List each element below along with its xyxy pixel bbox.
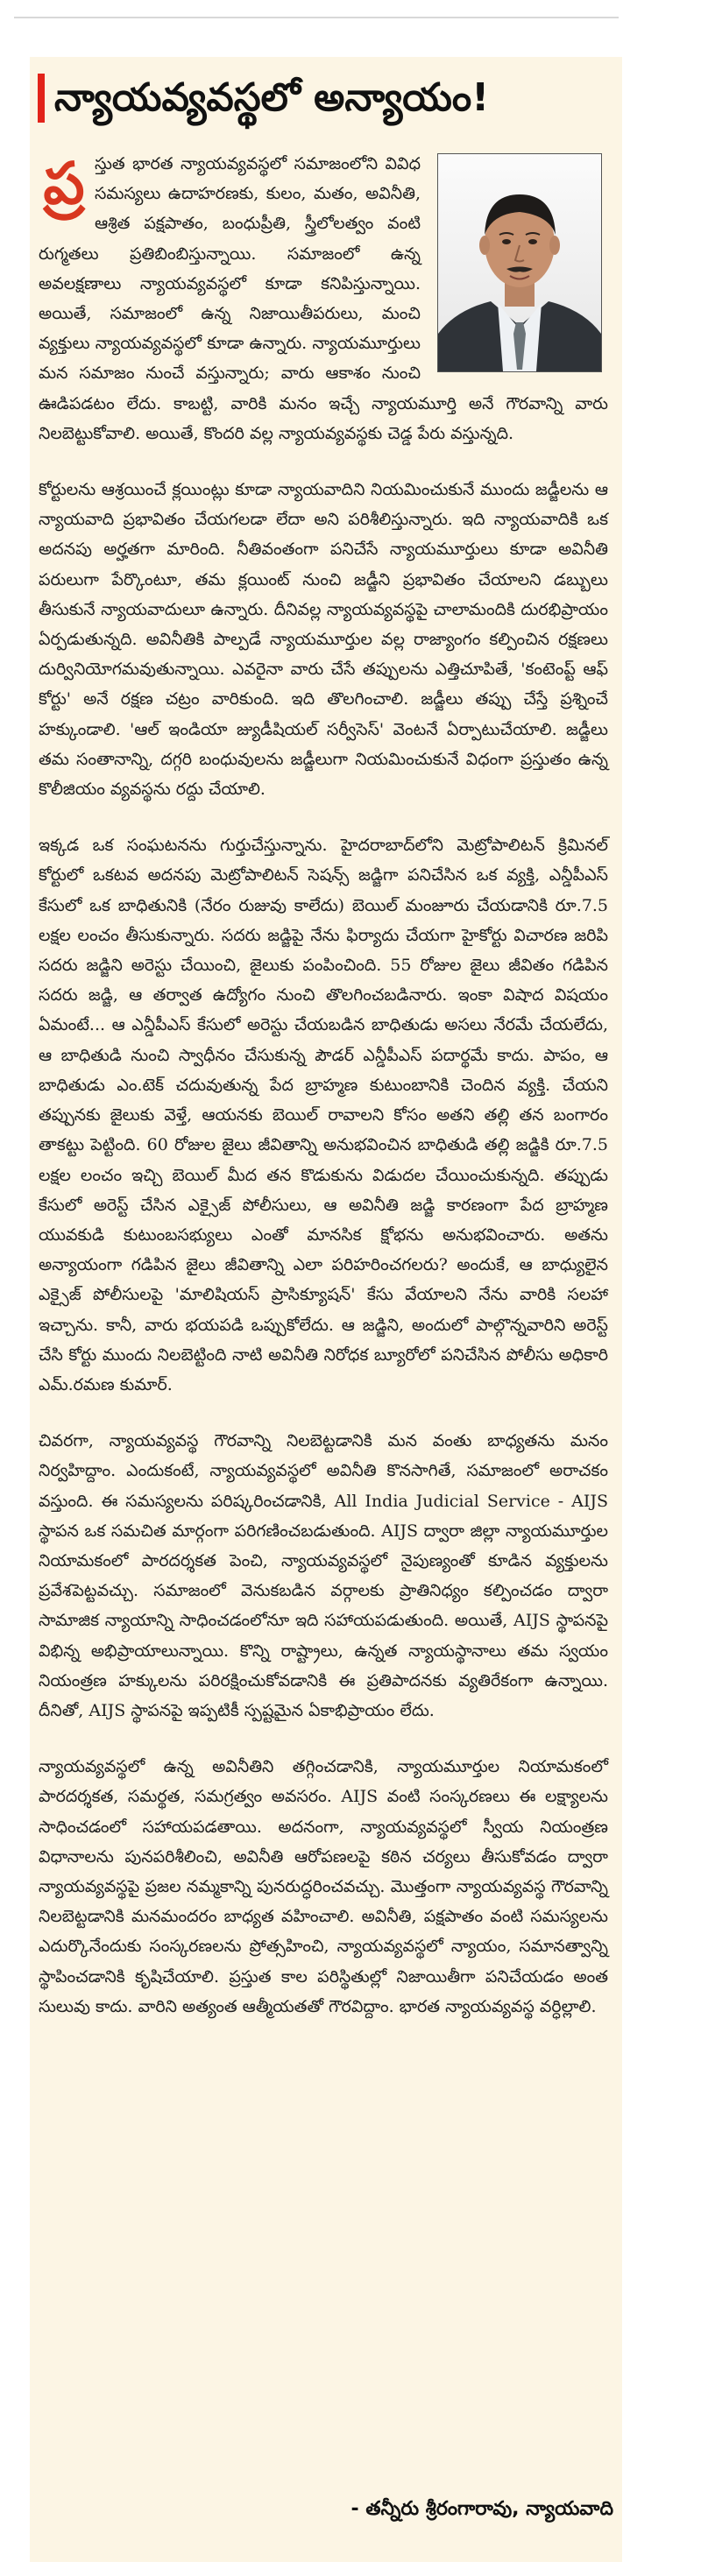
paragraph-1-text: స్తుత భారత న్యాయవ్యవస్థలో సమాజంలోని వివిధ సమస్యలు ఉదాహరణకు, కులం, మతం, అవినీతి, ఆశ్రిత పక్షపాతం, బంధుప్రీతి, స్త్రీలోలత్వం వంటి రుగ్మతలు ప్రతిబింబిస్తున్నాయి. సమాజంలో ఉన్న అవలక్షణాలు న్యాయవ్యవస్థలో కూడా కనిపిస్తున్నాయి. అయితే, సమాజంలో ఉన్న నిజాయితీపరులు, మంచి వ్యక్తులు న్యాయవ్యవస్థలో కూడా ఉన్నారు. న్యాయమూర్తులు మన సమాజం నుంచే వస్తున్నారు; వారు ఆకాశం నుంచి ఊడిపడటం లేదు. కాబట్టి, వారికి మనం ఇచ్చే న్యాయమూర్తి అనే గౌరవాన్ని వారు నిలబెట్టుకోవాలి. అయితే, కొందరి వల్ల న్యాయవ్యవస్థకు చెడ్డ పేరు వస్తున్నది. [39,154,608,443]
title-accent-bar [38,74,45,123]
article-paragraph-4: చివరగా, న్యాయవ్యవస్థ గౌరవాన్ని నిలబెట్టడానికి మన వంతు బాధ్యతను మనం నిర్వహిద్దాం. ఎందుకంటే, న్యాయవ్యవస్థలో అవినీతి కొనసాగితే, సమాజంలో అరాచకం వస్తుంది. ఈ సమస్యలను పరిష్కరించడానికి, All India Judicial Service - AIJS స్థాపన ఒక సమచిత మార్గంగా పరిగణించబడుతుంది. AIJS ద్వారా జిల్లా న్యాయమూర్తుల నియామకంలో పారదర్శకత పెంచి, న్యాయవ్యవస్థలో నైపుణ్యంతో కూడిన వ్యక్తులను ప్రవేశపెట్టవచ్చు. సమాజంలో వెనుకబడిన వర్గాలకు ప్రాతినిధ్యం కల్పించడం ద్వారా సామాజిక న్యాయాన్ని సాధించడంలోనూ ఇది సహాయపడుతుంది. అయితే, AIJS స్థాపనపై విభిన్న అభిప్రాయాలున్నాయి. కొన్ని రాష్ట్రాలు, ఉన్నత న్యాయస్థానాలు తమ స్వయం నియంత్రణ హక్కులను పరిరక్షించుకోవడానికి ఈ ప్రతిపాదనకు వ్యతిరేకంగా ఉన్నాయి. దీనితో, AIJS స్థాపనపై ఇప్పటికీ స్పష్టమైన ఏకాభిప్రాయం లేదు. [39,1431,608,1720]
article-paragraph-2: కోర్టులను ఆశ్రయించే క్లయింట్లు కూడా న్యాయవాదిని నియమించుకునే ముందు జడ్జీలను ఆ న్యాయవాది ప్రభావితం చేయగలడా లేదా అని పరిశీలిస్తున్నారు. ఇది న్యాయవాదికి ఒక అదనపు అర్హతగా మారింది. నీతివంతంగా పనిచేసే న్యాయమూర్తులు కూడా అవినీతి పరులుగా పేర్కొంటూ, తమ క్లయింట్ నుంచి జడ్జీని ప్రభావితం చేయాలని డబ్బులు తీసుకునే న్యాయవాదులూ ఉన్నారు. దీనివల్ల న్యాయవ్యవస్థపై చాలామందికి దురభిప్రాయం ఏర్పడుతున్నది. అవినీతికి పాల్పడే న్యాయమూర్తుల వల్ల రాజ్యాంగం కల్పించిన రక్షణలు దుర్వినియోగమవుతున్నాయి. ఎవరైనా వారు చేసే తప్పులను ఎత్తిచూపితే, 'కంటెంప్ట్ ఆఫ్ కోర్టు' అనే రక్షణ చట్రం వారికుంది. ఇది తొలగించాలి. జడ్జీలు తప్పు చేస్తే ప్రశ్నించే హక్కుండాలి. 'ఆల్ ఇండియా జ్యుడీషియల్ సర్వీసెస్' వెంటనే ఏర్పాటుచేయాలి. జడ్జీలు తమ సంతానాన్ని, దగ్గరి బంధువులను జడ్జీలుగా నియమించుకునే విధంగా ప్రస్తుతం ఉన్న కొలీజియం వ్యవస్థను రద్దు చేయాలి. [39,480,608,800]
article-title: న్యాయవ్యవస్థలో అన్యాయం! [54,75,490,120]
author-signature: - తన్నీరు శ్రీరంగారావు, న్యాయవాది [350,2498,613,2520]
drop-cap: ప్ర [43,149,85,217]
page-top-rule [14,17,619,18]
photo-spacer [433,149,608,378]
article-body [39,149,608,2048]
article-paragraph-3: ఇక్కడ ఒక సంఘటనను గుర్తుచేస్తున్నాను. హైదరాబాద్‌లోని మెట్రోపాలిటన్ క్రిమినల్ కోర్టులో ఒకటవ అదనపు మెట్రోపాలిటన్ సెషన్స్ జడ్జిగా పనిచేసిన ఒక వ్యక్తి, ఎన్డీపీఎస్ కేసులో ఒక బాధితునికి (నేరం రుజువు కాలేదు) బెయిల్ మంజూరు చేయడానికి రూ.7.5 లక్షల లంచం తీసుకున్నారు. సదరు జడ్జిపై నేను ఫిర్యాదు చేయగా హైకోర్టు విచారణ జరిపి సదరు జడ్జిని అరెస్టు చేయించి, జైలుకు పంపించింది. 55 రోజుల జైలు జీవితం గడిపిన సదరు జడ్జి, ఆ తర్వాత ఉద్యోగం నుంచి తొలగించబడినారు. ఇంకా విషాద విషయం ఏమంటే... ఆ ఎన్డీపీఎస్ కేసులో అరెస్టు చేయబడిన బాధితుడు అసలు నేరమే చేయలేదు, ఆ బాధితుడి నుంచి స్వాధీనం చేసుకున్న పౌడర్ ఎన్డీపీఎస్ పదార్థమే కాదు. పాపం, ఆ బాధితుడు ఎం.టెక్ చదువుతున్న పేద బ్రాహ్మణ కుటుంబానికి చెందిన వ్యక్తి. చేయని తప్పునకు జైలుకు వెళ్తే, ఆయనకు బెయిల్ రావాలని కోసం అతని తల్లి తన బంగారం తాకట్టు పెట్టింది. 60 రోజుల జైలు జీవితాన్ని అనుభవించిన బాధితుడి తల్లి జడ్జికి రూ.7.5 లక్షల లంచం ఇచ్చి బెయిల్ మీద తన కొడుకును విడుదల చేయించుకున్నది. తప్పుడు కేసులో అరెస్ట్ చేసిన ఎక్సైజ్ పోలీసులు, ఆ అవినీతి జడ్జి కారణంగా పేద బ్రాహ్మణ యువకుడి కుటుంబసభ్యులు ఎంతో మానసిక క్షోభను అనుభవించారు. అతను అన్యాయంగా గడిపిన జైలు జీవితాన్ని ఎలా పరిహరించగలరు? అందుకే, ఆ బాధ్యులైన ఎక్సైజ్ పోలీసులపై 'మాలిషియస్ ప్రాసిక్యూషన్' కేసు వేయాలని నేను వారికి సలహా ఇచ్చాను. కానీ, వారు భయపడి ఒప్పుకోలేదు. ఆ జడ్జిని, అందులో పాల్గొన్నవారిని అరెస్ట్ చేసి కోర్టు ముందు నిలబెట్టింది నాటి అవినీతి నిరోధక బ్యూరోలో పనిచేసిన పోలీసు అధికారి ఎమ్.రమణ కుమార్. [39,836,608,1394]
article-paragraph-5: న్యాయవ్యవస్థలో ఉన్న అవినీతిని తగ్గించడానికి, న్యాయమూర్తుల నియామకంలో పారదర్శకత, సమర్థత, సమగ్రత్వం అవసరం. AIJS వంటి సంస్కరణలు ఈ లక్ష్యాలను సాధించడంలో సహాయపడతాయి. అదనంగా, న్యాయవ్యవస్థలో స్వీయ నియంత్రణ విధానాలను పునపరిశీలించి, అవినీతి ఆరోపణలపై కఠిన చర్యలు తీసుకోవడం ద్వారా న్యాయవ్యవస్థపై ప్రజల నమ్మకాన్ని పునరుద్ధరించవచ్చు. మొత్తంగా న్యాయవ్యవస్థ గౌరవాన్ని నిలబెట్టడానికి మనమందరం బాధ్యత వహించాలి. అవినీతి, పక్షపాతం వంటి సమస్యలను ఎదుర్కొనేందుకు సంస్కరణలను ప్రోత్సహించి, న్యాయవ్యవస్థలో న్యాయం, సమానత్వాన్ని స్థాపించడానికి కృషిచేయాలి. ప్రస్తుత కాల పరిస్థితుల్లో నిజాయితీగా పనిచేయడం అంత సులువు కాదు. వారిని అత్యంత ఆత్మీయతతో గౌరవిద్దాం. భారత న్యాయవ్యవస్థ వర్ధిల్లాలి. [39,1757,608,2016]
